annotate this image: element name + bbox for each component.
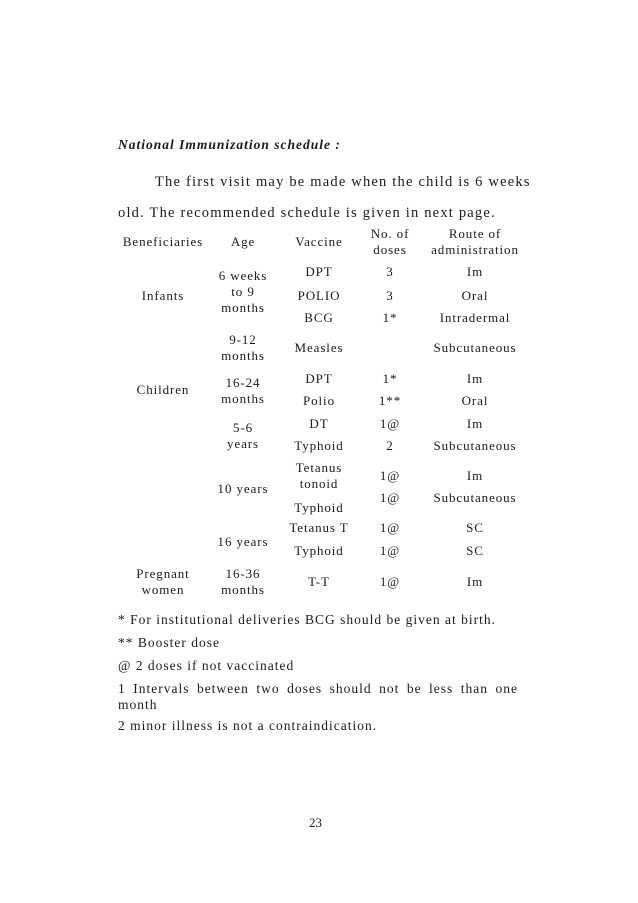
- route-cell: Im: [466, 416, 484, 431]
- header-doses-line2: doses: [373, 242, 407, 257]
- vaccine-cell: Typhoid: [294, 438, 344, 453]
- vaccine-cell: Polio: [303, 393, 335, 408]
- route-cell: Subcutaneous: [433, 490, 517, 505]
- footnote-bcg: * For institutional deliveries BCG should be given at birth.: [118, 612, 496, 627]
- header-doses-line1: No. of: [370, 226, 410, 241]
- group-children: Children: [136, 382, 190, 397]
- vaccine-cell: Measles: [294, 340, 344, 355]
- intro-line-1: The first visit may be made when the child is 6 weeks: [155, 174, 531, 190]
- age-16-24-line2: months: [221, 391, 265, 406]
- age-16-24-line1: 16-24: [225, 375, 261, 390]
- header-vaccine: Vaccine: [295, 234, 343, 249]
- doses-cell: 3: [386, 288, 394, 303]
- group-infants: Infants: [141, 288, 185, 303]
- age-6wk-line1: 6 weeks: [218, 268, 268, 283]
- vaccine-cell: DPT: [305, 264, 333, 279]
- route-cell: Intradermal: [439, 310, 511, 325]
- header-age: Age: [230, 234, 256, 249]
- age-6wk-line3: months: [221, 300, 265, 315]
- route-cell: SC: [466, 543, 484, 558]
- footnote-intervals-line2: month: [118, 697, 158, 712]
- vaccine-cell-line1: Tetanus: [295, 460, 343, 475]
- doses-cell: 1@: [379, 574, 401, 589]
- group-pregnant-line2: women: [141, 582, 185, 597]
- footnote-minor-illness: 2 minor illness is not a contraindication.: [118, 718, 378, 733]
- doses-cell: 1@: [379, 490, 401, 505]
- doses-cell: 3: [386, 264, 394, 279]
- doses-cell: 1*: [382, 310, 398, 325]
- footnote-booster: ** Booster dose: [118, 635, 220, 650]
- header-route-line2: administration: [431, 242, 519, 257]
- header-route-line1: Route of: [448, 226, 502, 241]
- route-cell: Oral: [461, 393, 489, 408]
- doses-cell: 1@: [379, 416, 401, 431]
- route-cell: Subcutaneous: [433, 340, 517, 355]
- route-cell: Subcutaneous: [433, 438, 517, 453]
- vaccine-cell: Typhoid: [294, 543, 344, 558]
- vaccine-cell: DPT: [305, 371, 333, 386]
- route-cell: Oral: [461, 288, 489, 303]
- doses-cell: 1@: [379, 468, 401, 483]
- header-beneficiaries: Beneficiaries: [122, 234, 204, 249]
- vaccine-cell: Tetanus T: [289, 520, 349, 535]
- route-cell: Im: [466, 468, 484, 483]
- vaccine-cell: POLIO: [297, 288, 341, 303]
- doses-cell: 1**: [378, 393, 402, 408]
- age-6wk-line2: to 9: [231, 284, 255, 299]
- vaccine-cell: T-T: [308, 574, 330, 589]
- vaccine-cell-line2: tonoid: [299, 476, 339, 491]
- route-cell: SC: [466, 520, 484, 535]
- age-10-years: 10 years: [217, 481, 269, 496]
- age-16-36-line2: months: [221, 582, 265, 597]
- age-16-years: 16 years: [217, 534, 269, 549]
- route-cell: Im: [466, 371, 484, 386]
- group-pregnant-line1: Pregnant: [136, 566, 190, 581]
- footnote-intervals-line1: 1 Intervals between two doses should not be less than one: [118, 681, 518, 696]
- intro-line-2: old. The recommended schedule is given in next page.: [118, 205, 496, 221]
- age-9-12-line2: months: [221, 348, 265, 363]
- age-16-36-line1: 16-36: [225, 566, 261, 581]
- vaccine-cell: DT: [309, 416, 329, 431]
- doses-cell: 1@: [379, 543, 401, 558]
- vaccine-cell: Typhoid: [294, 500, 344, 515]
- age-5-6-line2: years: [227, 436, 259, 451]
- vaccine-cell: BCG: [304, 310, 334, 325]
- route-cell: Im: [466, 264, 484, 279]
- age-5-6-line1: 5-6: [232, 420, 254, 435]
- route-cell: Im: [466, 574, 484, 589]
- doses-cell: 2: [386, 438, 394, 453]
- page-number: 23: [309, 815, 322, 830]
- footnote-vaccinated: @ 2 doses if not vaccinated: [118, 658, 295, 673]
- section-heading: National Immunization schedule :: [118, 137, 341, 152]
- age-9-12-line1: 9-12: [229, 332, 257, 347]
- doses-cell: 1@: [379, 520, 401, 535]
- doses-cell: 1*: [382, 371, 398, 386]
